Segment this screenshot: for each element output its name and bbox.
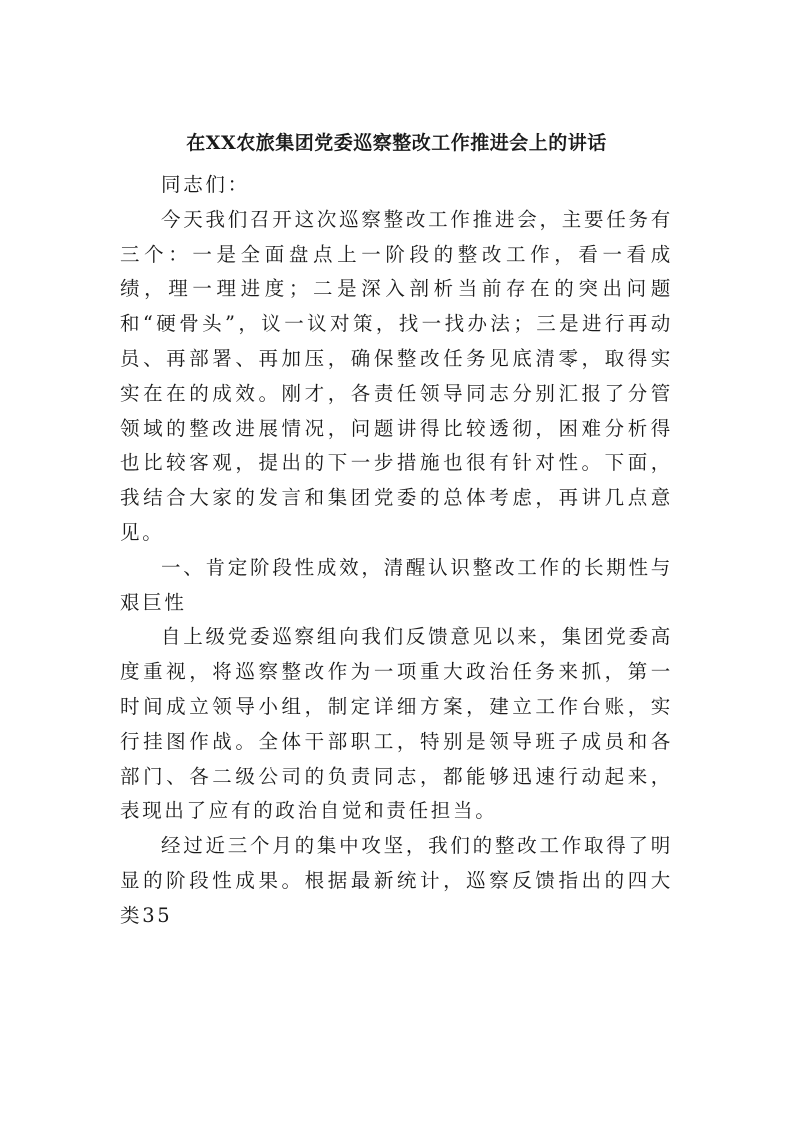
paragraph-background: 自上级党委巡察组向我们反馈意见以来，集团党委高度重视，将巡察整改作为一项重大政治任务来抓，第一时间成立领导小组，制定详细方案，建立工作台账，实行挂图作战。全体干部职工，特别是领导班子成员和各部门、各二级公司的负责同志，都能够迅速行动起来，表现出了应有的政治自觉和责任担当。 [120,625,673,823]
paragraph-intro: 今天我们召开这次巡察整改工作推进会，主要任务有三个：一是全面盘点上一阶段的整改工作，看一看成绩，理一理进度；二是深入剖析当前存在的突出问题和“硬骨头”，议一议对策，找一找办法；三是进行再动员、再部署、再加压，确保整改任务见底清零，取得实实在在的成效。刚才，各责任领导同志分别汇报了分管领域的整改进展情况，问题讲得比较透彻，困难分析得也比较客观，提出的下一步措施也很有针对性。下面，我结合大家的发言和集团党委的总体考虑，再讲几点意见。 [120,207,673,544]
salutation: 同志们： [161,173,250,196]
paragraph-results: 经过近三个月的集中攻坚，我们的整改工作取得了明显的阶段性成果。根据最新统计，巡察反馈指出的四大类35 [120,834,673,927]
document-title: 在XX农旅集团党委巡察整改工作推进会上的讲话 [186,132,607,154]
document-body [120,168,673,934]
section-heading-1: 一、肯定阶段性成效，清醒认识整改工作的长期性与艰巨性 [120,555,673,614]
